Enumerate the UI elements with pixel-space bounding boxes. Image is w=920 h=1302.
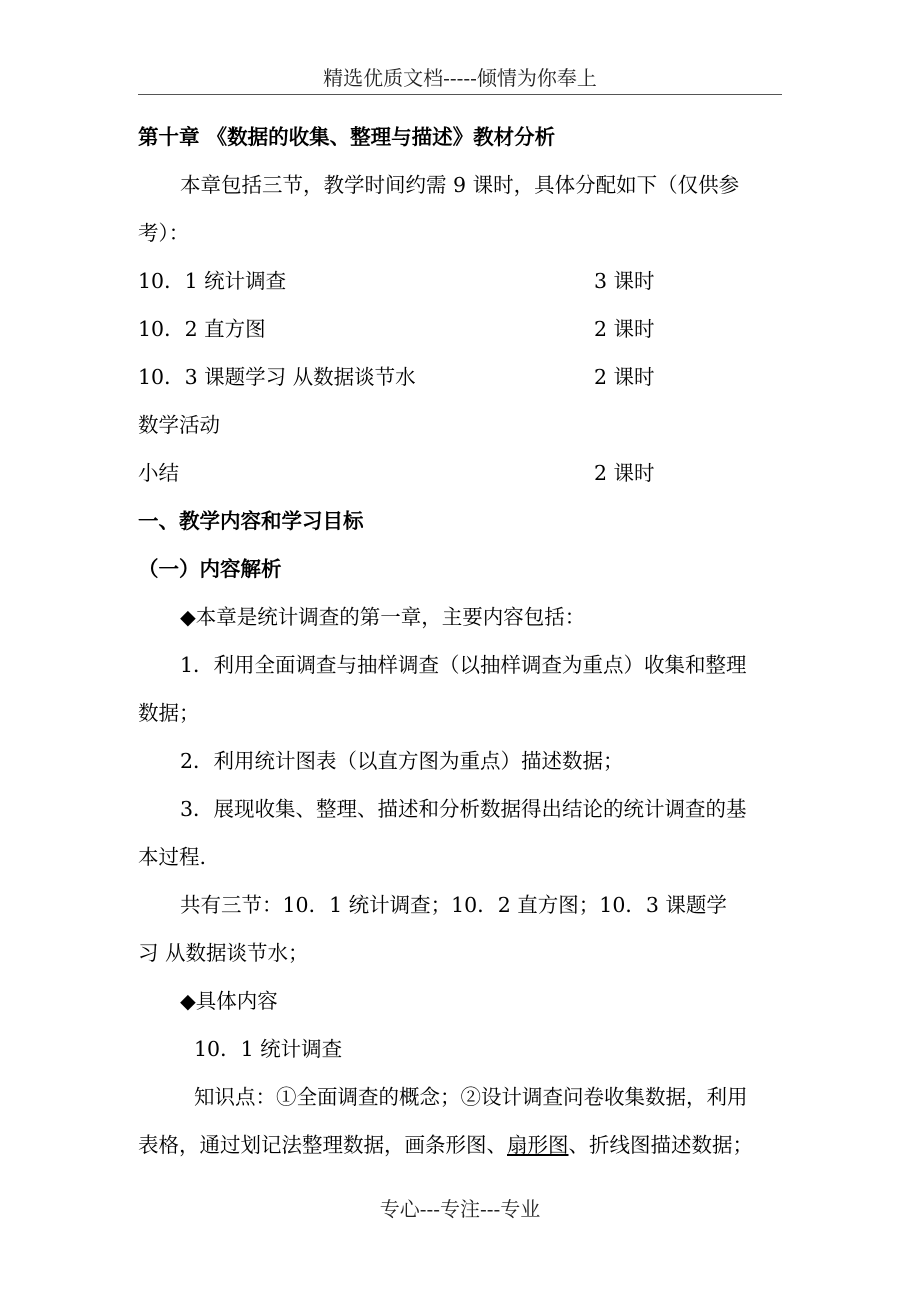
schedule-item: 10．3 课题学习 从数据谈节水 <box>138 365 416 389</box>
knowledge-text: 表格，通过划记法整理数据，画条形图、 <box>138 1133 507 1157</box>
point-1-line-1: 1．利用全面调查与抽样调查（以抽样调查为重点）收集和整理 <box>180 653 747 677</box>
schedule-hours: 2 课时 <box>594 461 655 485</box>
page-footer: 专心---专注---专业 <box>379 1197 541 1221</box>
page-header: 精选优质文档-----倾情为你奉上 <box>323 66 597 90</box>
schedule-item: 10．1 统计调查 <box>138 269 287 293</box>
point-3-line-2: 本过程. <box>138 845 207 869</box>
intro-line-2: 考）： <box>138 221 190 245</box>
knowledge-line-2 <box>138 1130 753 1160</box>
schedule-item: 10．2 直方图 <box>138 317 266 341</box>
subsection-10-1: 10．1 统计调查 <box>194 1037 343 1061</box>
intro-line-1: 本章包括三节，教学时间约需 9 课时，具体分配如下（仅供参 <box>180 173 740 197</box>
schedule-item: 小结 <box>138 461 179 485</box>
point-2: 2．利用统计图表（以直方图为重点）描述数据； <box>180 749 624 773</box>
knowledge-line-1: 知识点：①全面调查的概念；②设计调查问卷收集数据，利用 <box>194 1085 748 1109</box>
knowledge-text: 、折线图描述数据； <box>568 1133 753 1157</box>
schedule-hours: 2 课时 <box>594 365 655 389</box>
header-divider <box>138 94 782 95</box>
sections-line-1: 共有三节：10．1 统计调查；10．2 直方图；10．3 课题学 <box>180 893 727 917</box>
subsection-heading: （一）内容解析 <box>138 557 282 581</box>
bullet-paragraph: ◆具体内容 <box>180 989 278 1013</box>
point-3-line-1: 3．展现收集、整理、描述和分析数据得出结论的统计调查的基 <box>180 797 747 821</box>
schedule-hours: 3 课时 <box>594 269 655 293</box>
section-heading: 一、教学内容和学习目标 <box>138 509 364 533</box>
underlined-term: 扇形图 <box>507 1133 569 1157</box>
bullet-paragraph: ◆本章是统计调查的第一章，主要内容包括： <box>180 605 586 629</box>
chapter-title: 第十章 《数据的收集、整理与描述》教材分析 <box>138 125 556 149</box>
point-1-line-2: 数据； <box>138 701 200 725</box>
schedule-hours: 2 课时 <box>594 317 655 341</box>
sections-line-2: 习 从数据谈节水； <box>138 941 309 965</box>
schedule-item: 数学活动 <box>138 413 220 437</box>
